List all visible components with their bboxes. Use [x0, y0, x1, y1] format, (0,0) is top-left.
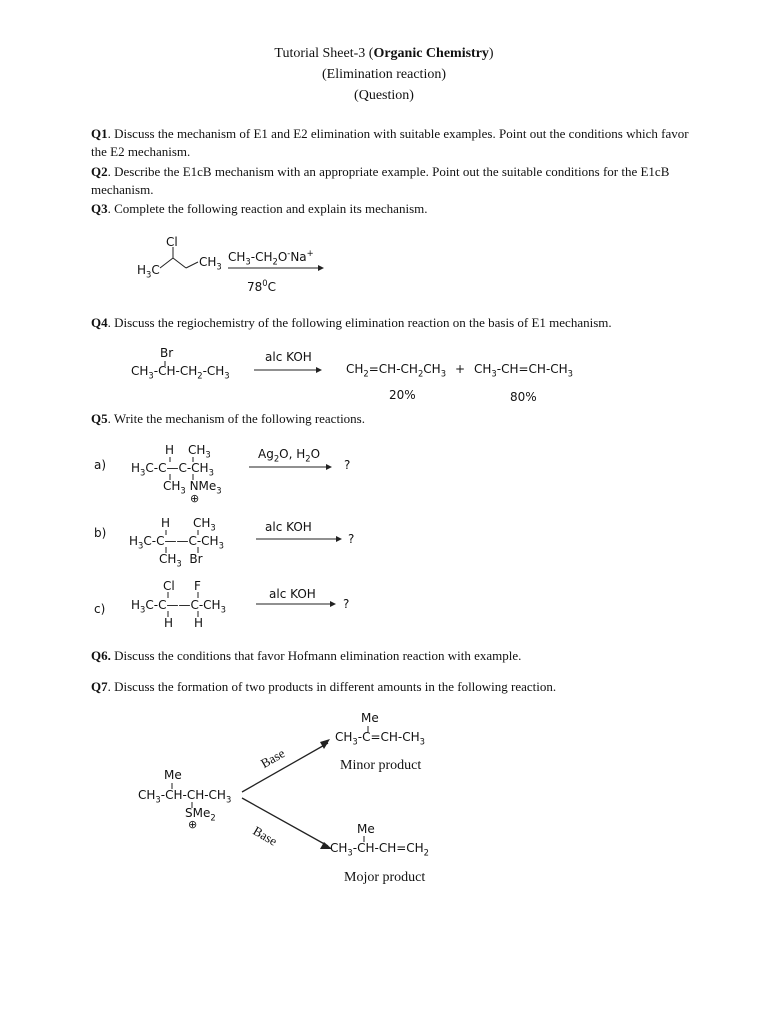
- question-5: Q5. Write the mechanism of the following reactions.: [91, 411, 365, 426]
- q4-reagent: alc KOH: [265, 350, 312, 364]
- q5c-bottom-h1: H: [164, 616, 174, 630]
- q5b-bottom: $CH_3$ Br: [159, 552, 203, 569]
- q7-major-product: $CH_3-CH-CH=CH_2$: [330, 841, 430, 858]
- q4-br: Br: [160, 346, 174, 360]
- q3-reagent: $CH_3-CH_2O^-Na^+$: [228, 248, 314, 267]
- q7-major-label: Mojor product: [344, 870, 426, 885]
- q5b-h: H: [161, 516, 171, 530]
- q5c-f: F: [194, 579, 201, 593]
- q5c-label: c): [94, 602, 106, 616]
- q5a-h: H: [165, 443, 175, 457]
- q5b-reagent: alc KOH: [265, 520, 312, 534]
- q3-temp: $78^0C$: [247, 278, 277, 294]
- question-2: Q2. Describe the E1cB mechanism with an appropriate example. Point out the suitable conditions for the E1cB mechanism.: [91, 164, 670, 197]
- q7-major-me: Me: [357, 822, 375, 836]
- q5b-label: b): [94, 526, 107, 540]
- q5a-question: ?: [344, 458, 351, 472]
- q7-base-upper: Base: [258, 745, 288, 771]
- q5c-reagent: alc KOH: [269, 587, 316, 601]
- q4-pct2: 80%: [510, 390, 537, 404]
- q4-plus: +: [455, 362, 466, 376]
- q3-cl: Cl: [166, 235, 178, 249]
- q4-product2: $CH_3-CH=CH-CH_3$: [474, 362, 574, 379]
- page-title: Tutorial Sheet-3 (Organic Chemistry): [274, 46, 494, 61]
- q5b-main: $H_3C-C——C-CH_3$: [129, 534, 224, 551]
- page-subtitle: (Elimination reaction): [321, 67, 446, 82]
- q5c-main: $H_3C-C——C-CH_3$: [131, 598, 226, 615]
- q7-minor-me: Me: [361, 711, 379, 725]
- q7-charge: ⊕: [188, 818, 198, 831]
- q5a-reagent: $Ag_2O$, $H_2O$: [258, 447, 321, 464]
- q7-minor-label: Minor product: [340, 758, 422, 773]
- q7-sme2: SMe$_2$: [185, 806, 216, 823]
- question-6: Q6. Discuss the conditions that favor Hofmann elimination reaction with example.: [91, 648, 522, 663]
- q7-minor-product: $CH_3-C=CH-CH_3$: [335, 730, 425, 747]
- q7-base-lower: Base: [250, 823, 280, 849]
- q5c-bottom-h2: H: [194, 616, 204, 630]
- page-label: (Question): [354, 88, 414, 103]
- q3-h3c: $H_3C$: [137, 263, 160, 280]
- q5a-label: a): [94, 458, 107, 472]
- q5a-bottom: $CH_3$ NMe$_3$: [163, 479, 222, 496]
- q7-reactant: $CH_3-CH-CH-CH_3$: [138, 788, 232, 805]
- q5a-top-ch3: $CH_3$: [188, 443, 211, 460]
- question-4: Q4. Discuss the regiochemistry of the following elimination reaction on the basis of E1 mechanism.: [91, 315, 612, 330]
- q5c-question: ?: [343, 597, 350, 611]
- question-7: Q7. Discuss the formation of two products in different amounts in the following reaction.: [91, 679, 557, 694]
- question-3: Q3. Complete the following reaction and explain its mechanism.: [91, 201, 428, 216]
- q4-product1: $CH_2=CH-CH_2CH_3$: [346, 362, 447, 379]
- question-1: Q1. Discuss the mechanism of E1 and E2 elimination with suitable examples. Point out the conditions which favor the E2 mechanism.: [91, 126, 689, 159]
- q5c-cl: Cl: [163, 579, 175, 593]
- q7-me: Me: [164, 768, 182, 782]
- q4-pct1: 20%: [389, 388, 416, 402]
- q5b-top-ch3: $CH_3$: [193, 516, 216, 533]
- q3-ch3: $CH_3$: [199, 255, 222, 272]
- q5b-question: ?: [348, 532, 355, 546]
- q4-reactant: $CH_3-CH-CH_2-CH_3$: [131, 364, 230, 381]
- q5a-main: $H_3C-C—C-CH_3$: [131, 461, 214, 478]
- q5a-charge: ⊕: [190, 492, 200, 505]
